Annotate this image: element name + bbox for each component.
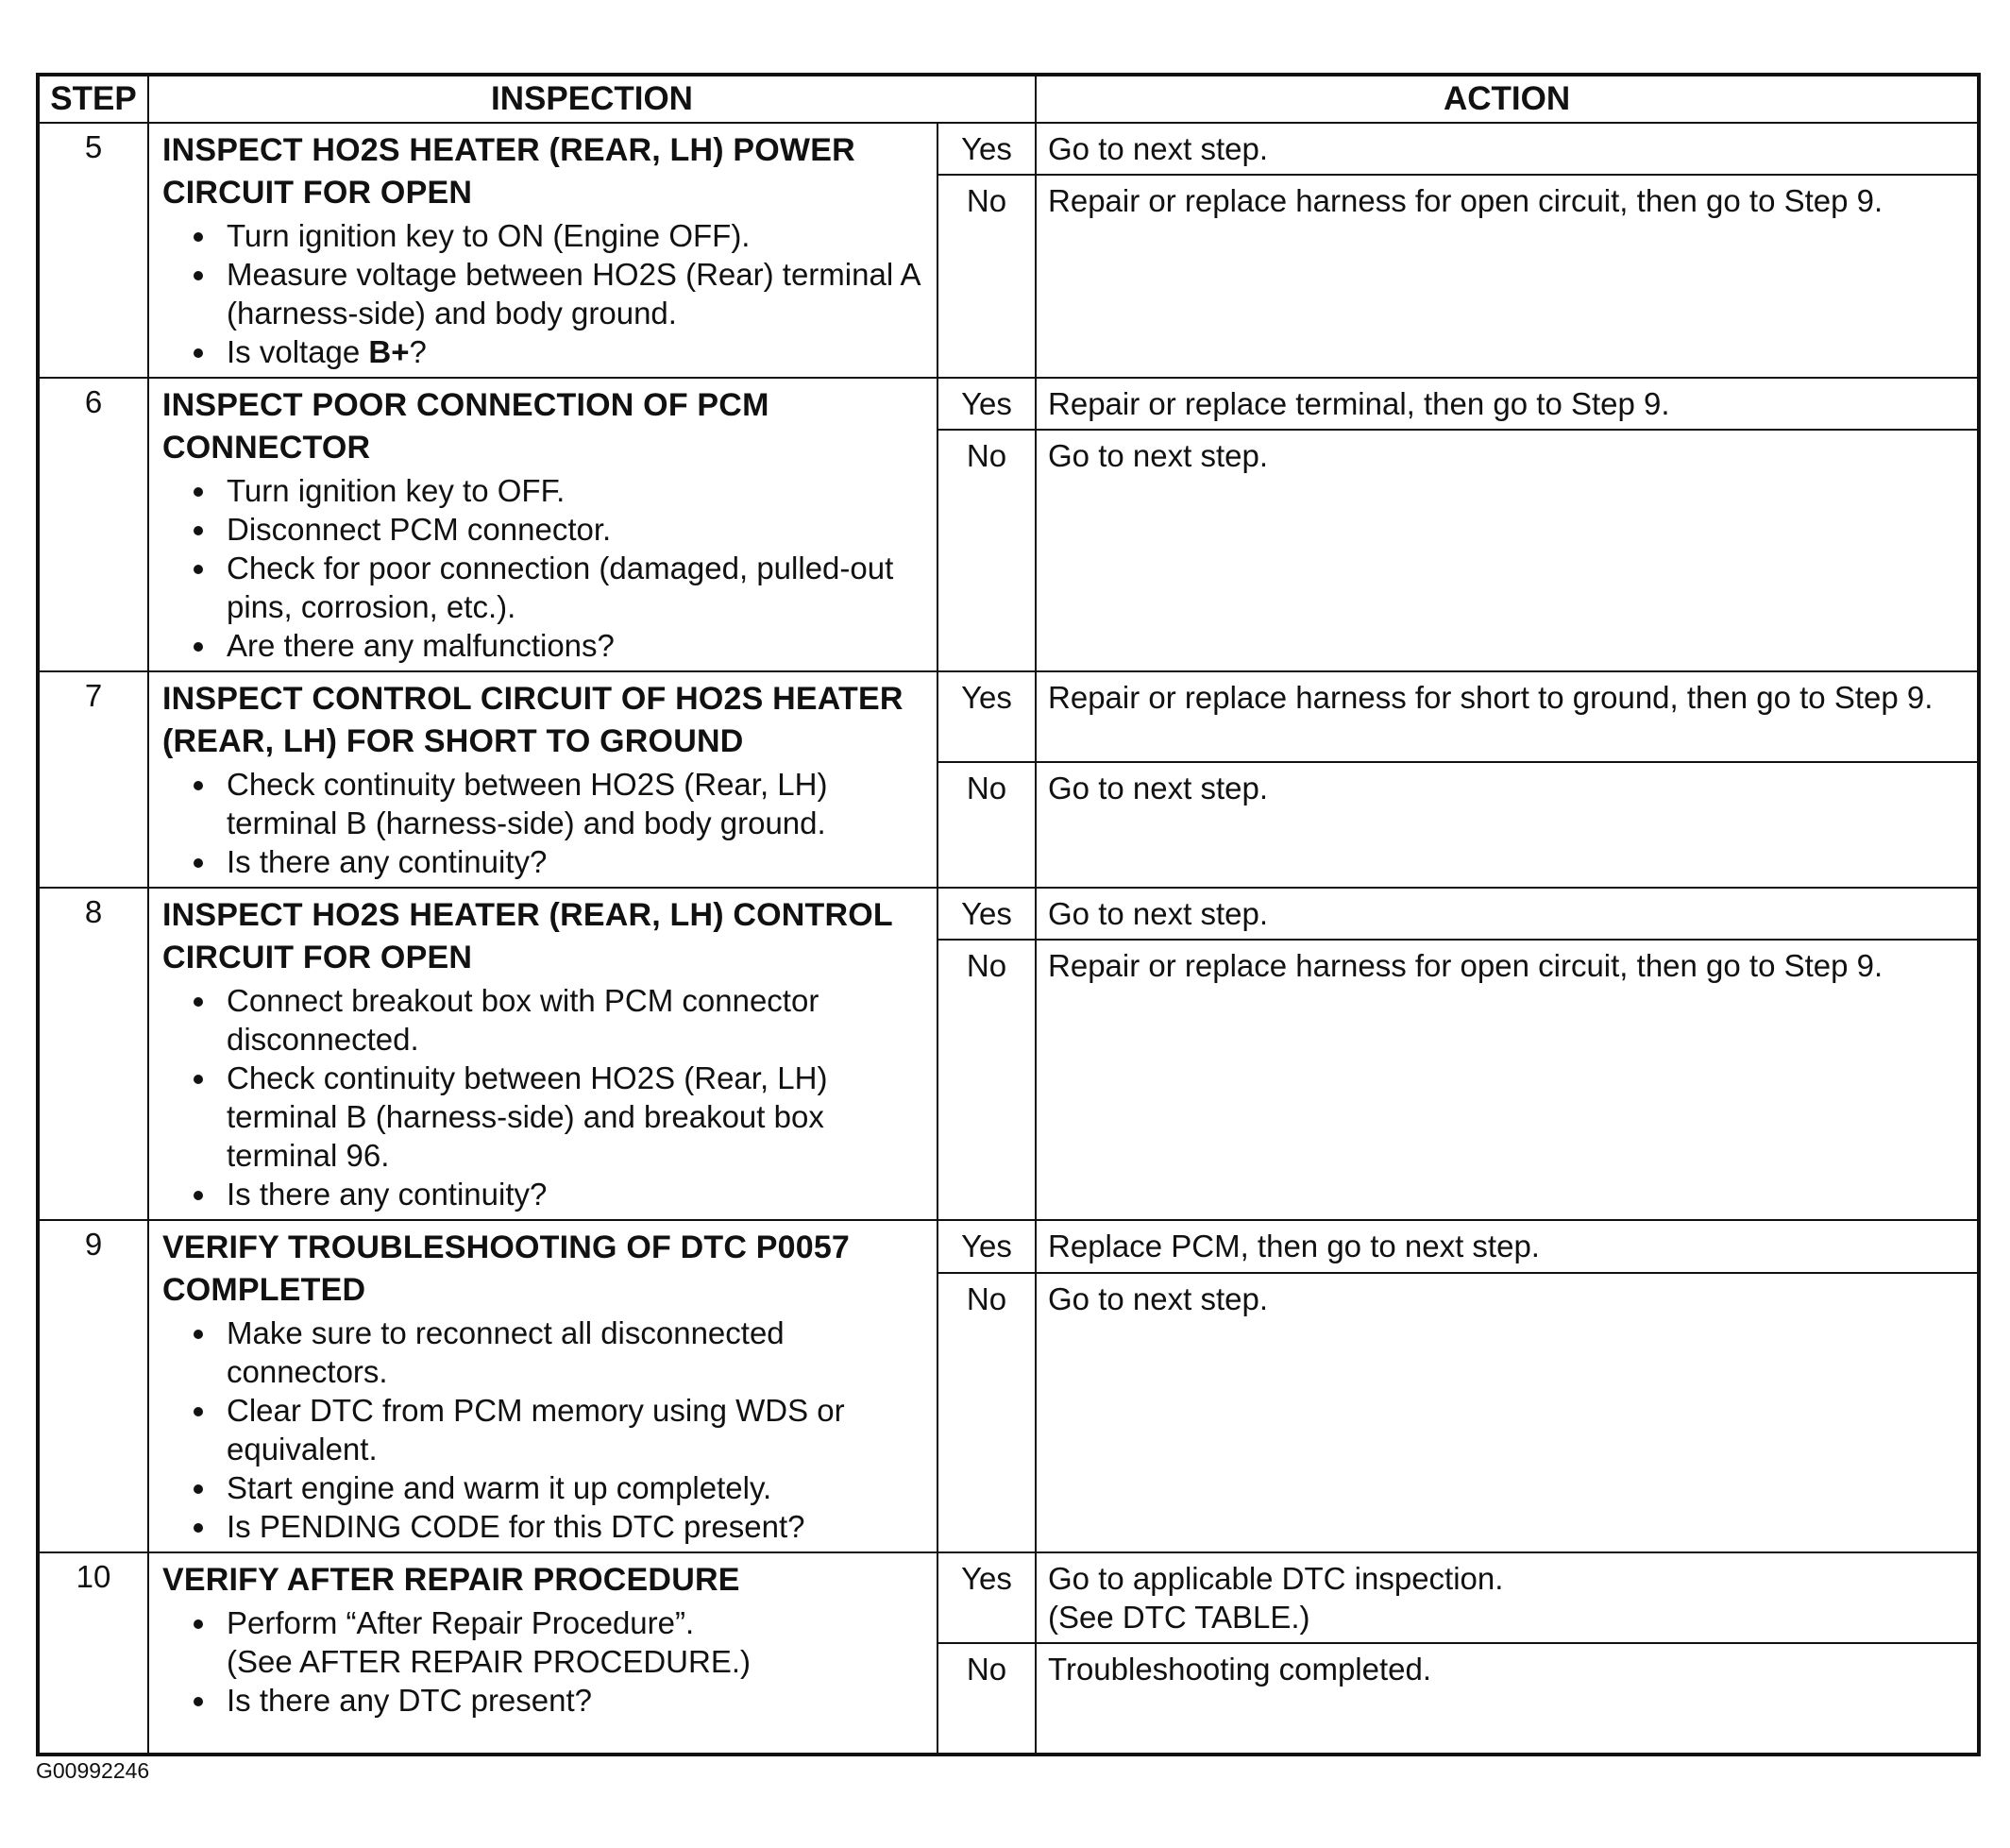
no-label: No	[937, 940, 1036, 1220]
list-item: • Measure voltage between HO2S (Rear) terminal A (harness-side) and body ground.	[219, 255, 929, 332]
step-number: 9	[38, 1220, 148, 1552]
list-item: • Make sure to reconnect all disconnected connectors.	[219, 1314, 929, 1391]
table-row	[38, 123, 1979, 175]
yes-label: Yes	[937, 1552, 1036, 1643]
yes-label: Yes	[937, 888, 1036, 940]
voltage-value: B+	[368, 334, 410, 369]
list-item: • Turn ignition key to ON (Engine OFF).	[219, 216, 929, 255]
inspection-title: INSPECT CONTROL CIRCUIT OF HO2S HEATER (REAR, LH) FOR SHORT TO GROUND	[162, 681, 904, 759]
step-number: 6	[38, 378, 148, 671]
inspection-list	[162, 981, 929, 1213]
inspection-list	[162, 1603, 929, 1720]
inspection-cell	[148, 123, 937, 378]
no-label: No	[937, 1643, 1036, 1755]
table-row	[38, 888, 1979, 940]
list-item: • Clear DTC from PCM memory using WDS or equivalent.	[219, 1391, 929, 1468]
no-action: Go to next step.	[1036, 430, 1979, 671]
list-item-text: (See AFTER REPAIR PROCEDURE.)	[227, 1644, 751, 1679]
yes-action	[1036, 1552, 1979, 1643]
step-number: 8	[38, 888, 148, 1220]
table-row	[38, 378, 1979, 430]
list-item	[219, 332, 929, 371]
list-item: • Disconnect PCM connector.	[219, 510, 929, 549]
inspection-list	[162, 1314, 929, 1546]
list-item-text: ?	[409, 334, 427, 369]
inspection-list	[162, 216, 929, 371]
step-header: STEP	[38, 75, 148, 123]
inspection-cell	[148, 1220, 937, 1552]
step-number: 5	[38, 123, 148, 378]
no-label: No	[937, 1273, 1036, 1552]
list-item-text: Perform “After Repair Procedure”.	[227, 1605, 695, 1640]
diagnostic-table	[36, 73, 1981, 1756]
yes-action: Go to next step.	[1036, 888, 1979, 940]
inspection-cell	[148, 1552, 937, 1755]
yes-action: Replace PCM, then go to next step.	[1036, 1220, 1979, 1273]
list-item	[219, 1603, 929, 1681]
action-header: ACTION	[1036, 75, 1979, 123]
no-label: No	[937, 762, 1036, 888]
table-row	[38, 1552, 1979, 1643]
yes-label: Yes	[937, 1220, 1036, 1273]
list-item: • Turn ignition key to OFF.	[219, 471, 929, 510]
no-action: Repair or replace harness for open circuit, then go to Step 9.	[1036, 940, 1979, 1220]
list-item-text: Is voltage	[227, 334, 369, 369]
figure-id: G00992246	[36, 1758, 150, 1783]
step-number: 7	[38, 671, 148, 888]
inspection-cell	[148, 671, 937, 888]
table-row	[38, 1220, 1979, 1273]
action-line: (See DTC TABLE.)	[1048, 1600, 1310, 1635]
table-row	[38, 671, 1979, 762]
inspection-title: INSPECT POOR CONNECTION OF PCM CONNECTOR	[162, 387, 769, 466]
list-item: • Is there any DTC present?	[219, 1681, 929, 1720]
no-action: Repair or replace harness for open circuit, then go to Step 9.	[1036, 175, 1979, 378]
no-label: No	[937, 430, 1036, 671]
inspection-title: VERIFY TROUBLESHOOTING OF DTC P0057 COMPLETED	[162, 1229, 851, 1308]
inspection-cell	[148, 888, 937, 1220]
inspection-title: INSPECT HO2S HEATER (REAR, LH) CONTROL CIRCUIT FOR OPEN	[162, 897, 893, 975]
inspection-list	[162, 471, 929, 665]
yes-action: Repair or replace terminal, then go to Step 9.	[1036, 378, 1979, 430]
inspection-list	[162, 765, 929, 881]
no-action: Go to next step.	[1036, 1273, 1979, 1552]
list-item: • Check for poor connection (damaged, pulled-out pins, corrosion, etc.).	[219, 549, 929, 626]
list-item: • Is there any continuity?	[219, 842, 929, 881]
action-line: Go to applicable DTC inspection.	[1048, 1561, 1504, 1596]
inspection-header: INSPECTION	[148, 75, 1036, 123]
list-item: • Is there any continuity?	[219, 1175, 929, 1213]
list-item: • Start engine and warm it up completely.	[219, 1468, 929, 1507]
yes-label: Yes	[937, 378, 1036, 430]
list-item: • Are there any malfunctions?	[219, 626, 929, 665]
list-item: • Check continuity between HO2S (Rear, LH) terminal B (harness-side) and body ground.	[219, 765, 929, 842]
list-item: • Is PENDING CODE for this DTC present?	[219, 1507, 929, 1546]
yes-action: Repair or replace harness for short to ground, then go to Step 9.	[1036, 671, 1979, 762]
header-row	[38, 75, 1979, 123]
no-action: Go to next step.	[1036, 762, 1979, 888]
yes-label: Yes	[937, 123, 1036, 175]
step-number: 10	[38, 1552, 148, 1755]
list-item: • Check continuity between HO2S (Rear, LH) terminal B (harness-side) and breakout box terminal 96.	[219, 1059, 929, 1175]
yes-action: Go to next step.	[1036, 123, 1979, 175]
yes-label: Yes	[937, 671, 1036, 762]
no-label: No	[937, 175, 1036, 378]
inspection-title: INSPECT HO2S HEATER (REAR, LH) POWER CIRCUIT FOR OPEN	[162, 132, 855, 211]
no-action: Troubleshooting completed.	[1036, 1643, 1979, 1755]
inspection-cell	[148, 378, 937, 671]
list-item: • Connect breakout box with PCM connector disconnected.	[219, 981, 929, 1059]
inspection-title: VERIFY AFTER REPAIR PROCEDURE	[162, 1562, 740, 1598]
